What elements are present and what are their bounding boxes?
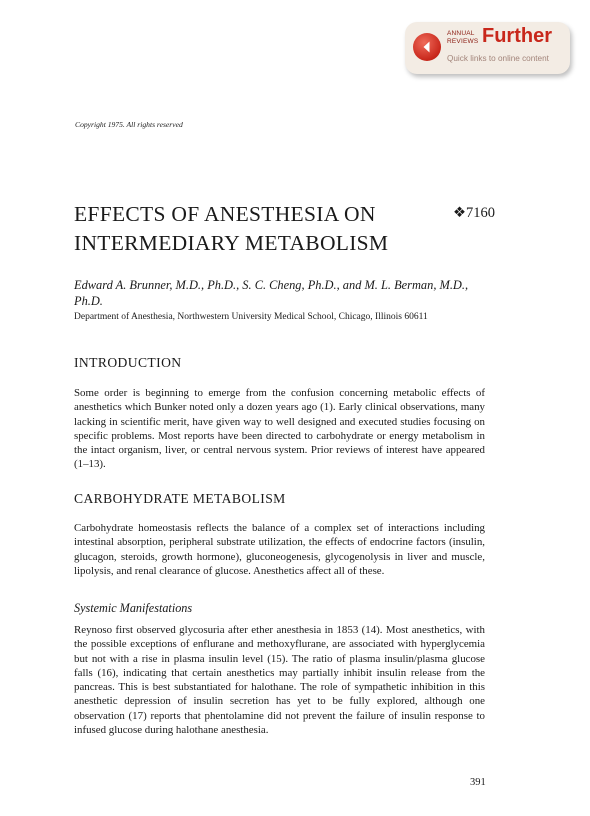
further-tagline: Quick links to online content: [447, 54, 549, 63]
introduction-paragraph: Some order is beginning to emerge from the confusion concerning metabolic effects of anesthetics which Bunker noted only a dozen years ago (1). Early clinical observations, many lacking in scientific merit, have given way to well designed and executed studies focusing on specific problems. Most reports have been directed to carbohydrate or energy metabolism in the intact organism, liver, or central nervous system. Prior reviews of interest have appeared (1–13).: [74, 387, 485, 471]
systemic-paragraph: Reynoso first observed glycosuria after ether anesthesia in 1853 (14). Most anesthetics, with the possible exceptions of enflurane and methoxyflurane, are associated with hyperglycemia but not with a rise in plasma insulin level (15). The ratio of plasma insulin/plasma glucose falls (16), indicating that certain anesthetics may partially inhibit insulin release from the pancreas. This is best substantiated for halothane. The role of sympathetic inhibition in this anesthetic depression of insulin secretion has yet to be fully explored, although one observation (17) reports that phentolamine did not prevent the failure of insulin response to infused glucose during halothane anesthesia.: [74, 624, 485, 737]
article-authors: Edward A. Brunner, M.D., Ph.D., S. C. Cheng, Ph.D., and M. L. Berman, M.D., Ph.D.: [74, 278, 469, 308]
carbohydrate-paragraph: Carbohydrate homeostasis reflects the balance of a complex set of interactions including intestinal absorption, peripheral substrate utilization, the effects of endocrine factors (insulin, glucagon, steroids, growth hormone), gluconeogenesis, glycogenolysis in liver and muscle, lipolysis, and renal clearance of glucose. Anesthetics affect all of these.: [74, 522, 485, 577]
introduction-heading: INTRODUCTION: [74, 355, 182, 370]
further-brand: Further: [482, 25, 552, 47]
author-affiliation: Department of Anesthesia, Northwestern University Medical School, Chicago, Illinois 60611: [74, 312, 428, 322]
publisher-line1: ANNUAL: [447, 30, 475, 37]
article-code: ❖7160: [453, 205, 495, 221]
arrow-left-circle-icon: [413, 33, 441, 61]
carbohydrate-heading: CARBOHYDRATE METABOLISM: [74, 491, 286, 506]
copyright-notice: Copyright 1975. All rights reserved: [75, 120, 183, 129]
systemic-subheading: Systemic Manifestations: [74, 601, 193, 615]
further-badge[interactable]: [405, 22, 570, 74]
publisher-name: [447, 30, 478, 45]
article-title: EFFECTS OF ANESTHESIA ON INTERMEDIARY METABOLISM: [74, 202, 389, 255]
publisher-line2: REVIEWS: [447, 37, 479, 45]
page-number: 391: [470, 777, 486, 788]
